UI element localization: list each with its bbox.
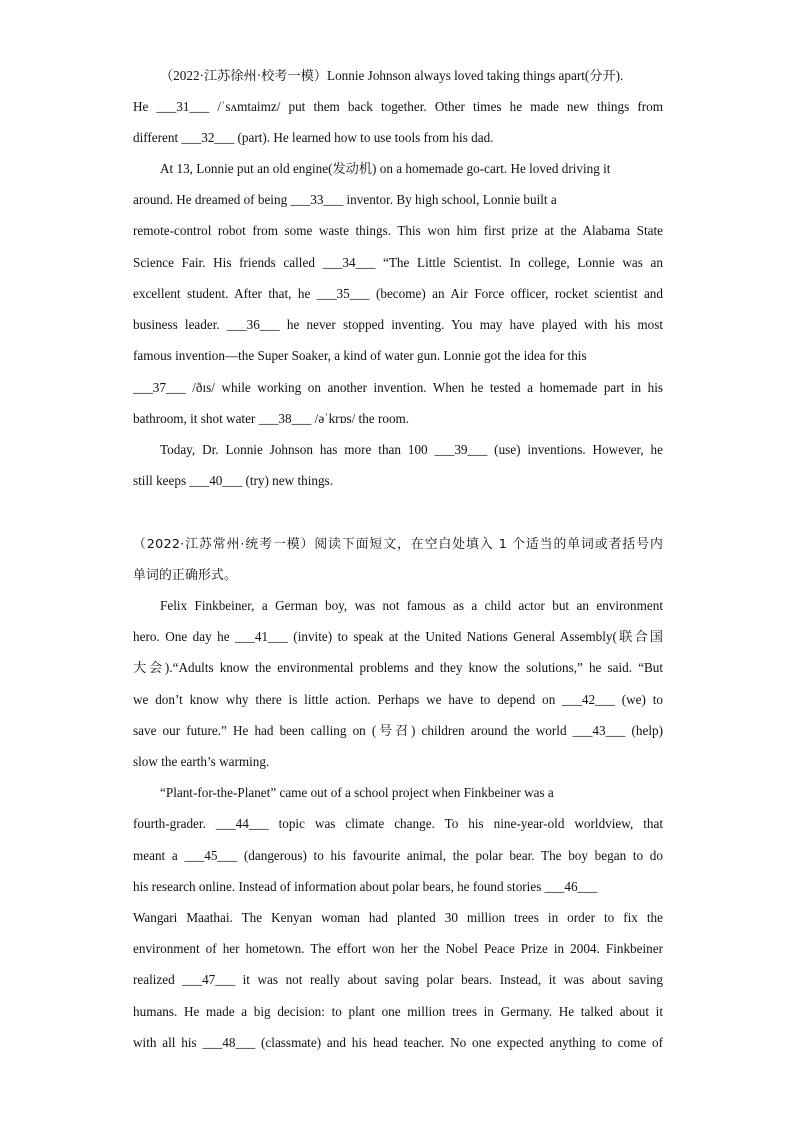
- passage2-line-15: with all his ___48___ (classmate) and his head teacher. No one expected anything to come of: [133, 1035, 663, 1050]
- passage2-line-10: his research online. Instead of information about polar bears, he found stories ___46___: [133, 879, 598, 894]
- passage1-line-1: （2022·江苏徐州·校考一模）Lonnie Johnson always loved taking things apart(分开).: [160, 68, 624, 83]
- passage2-line-3: 大会).“Adults know the environmental problems and they know the solutions,” he said. “But: [133, 660, 663, 675]
- passage2-line-6: slow the earth’s warming.: [133, 754, 270, 769]
- passage2-line-4: we don’t know why there is little action. Perhaps we have to depend on ___42___ (we) to: [133, 692, 663, 707]
- passage2-line-13: realized ___47___ it was not really about saving polar bears. Instead, it was about saving: [133, 972, 663, 987]
- passage1-line-2: He ___31___ /ˈsʌmtaimz/ put them back together. Other times he made new things from: [133, 99, 663, 114]
- passage2-line-12: environment of her hometown. The effort won her the Nobel Peace Prize in 2004. Finkbeiner: [133, 941, 663, 956]
- passage2-line-11: Wangari Maathai. The Kenyan woman had planted 30 million trees in order to fix the: [133, 910, 663, 925]
- passage1-line-6: remote-control robot from some waste things. This won him first prize at the Alabama State: [133, 223, 663, 238]
- passage1-line-9: business leader. ___36___ he never stopped inventing. You may have played with his most: [133, 317, 663, 332]
- passage2-line-5: save our future.” He had been calling on (号召) children around the world ___43___ (help): [133, 723, 663, 738]
- passage2-line-7: “Plant-for-the-Planet” came out of a school project when Finkbeiner was a: [160, 785, 554, 800]
- passage1-line-10: famous invention—the Super Soaker, a kind of water gun. Lonnie got the idea for this: [133, 348, 587, 363]
- passage2-line-14: humans. He made a big decision: to plant one million trees in Germany. He talked about it: [133, 1004, 663, 1019]
- passage2-line-1: Felix Finkbeiner, a German boy, was not famous as a child actor but an environment: [160, 598, 663, 613]
- passage1-line-8: excellent student. After that, he ___35___ (become) an Air Force officer, rocket scientist and: [133, 286, 663, 301]
- passage1-line-13: Today, Dr. Lonnie Johnson has more than 100 ___39___ (use) inventions. However, he: [160, 442, 663, 457]
- passage1-line-11: ___37___ /ðɪs/ while working on another invention. When he tested a homemade part in his: [133, 380, 663, 395]
- passage2-heading-line-1: （2022·江苏常州·统考一模）阅读下面短文，在空白处填入 1 个适当的单词或者括号内: [133, 537, 663, 552]
- passage1-line-14: still keeps ___40___ (try) new things.: [133, 473, 333, 488]
- passage2-line-9: meant a ___45___ (dangerous) to his favourite animal, the polar bear. The boy began to do: [133, 848, 663, 863]
- passage2-line-2: hero. One day he ___41___ (invite) to speak at the United Nations General Assembly(联合国: [133, 629, 663, 644]
- passage1-line-5: around. He dreamed of being ___33___ inventor. By high school, Lonnie built a: [133, 192, 557, 207]
- passage2-heading-line-2: 单词的正确形式。: [133, 568, 237, 583]
- passage1-line-12: bathroom, it shot water ___38___ /əˈkrɒs/ the room.: [133, 411, 410, 426]
- passage1-line-7: Science Fair. His friends called ___34___ “The Little Scientist. In college, Lonnie was an: [133, 255, 663, 270]
- passage1-line-3: different ___32___ (part). He learned how to use tools from his dad.: [133, 130, 494, 145]
- passage2-line-8: fourth-grader. ___44___ topic was climate change. To his nine-year-old worldview, that: [133, 816, 663, 831]
- passage1-line-4: At 13, Lonnie put an old engine(发动机) on a homemade go-cart. He loved driving it: [160, 161, 611, 176]
